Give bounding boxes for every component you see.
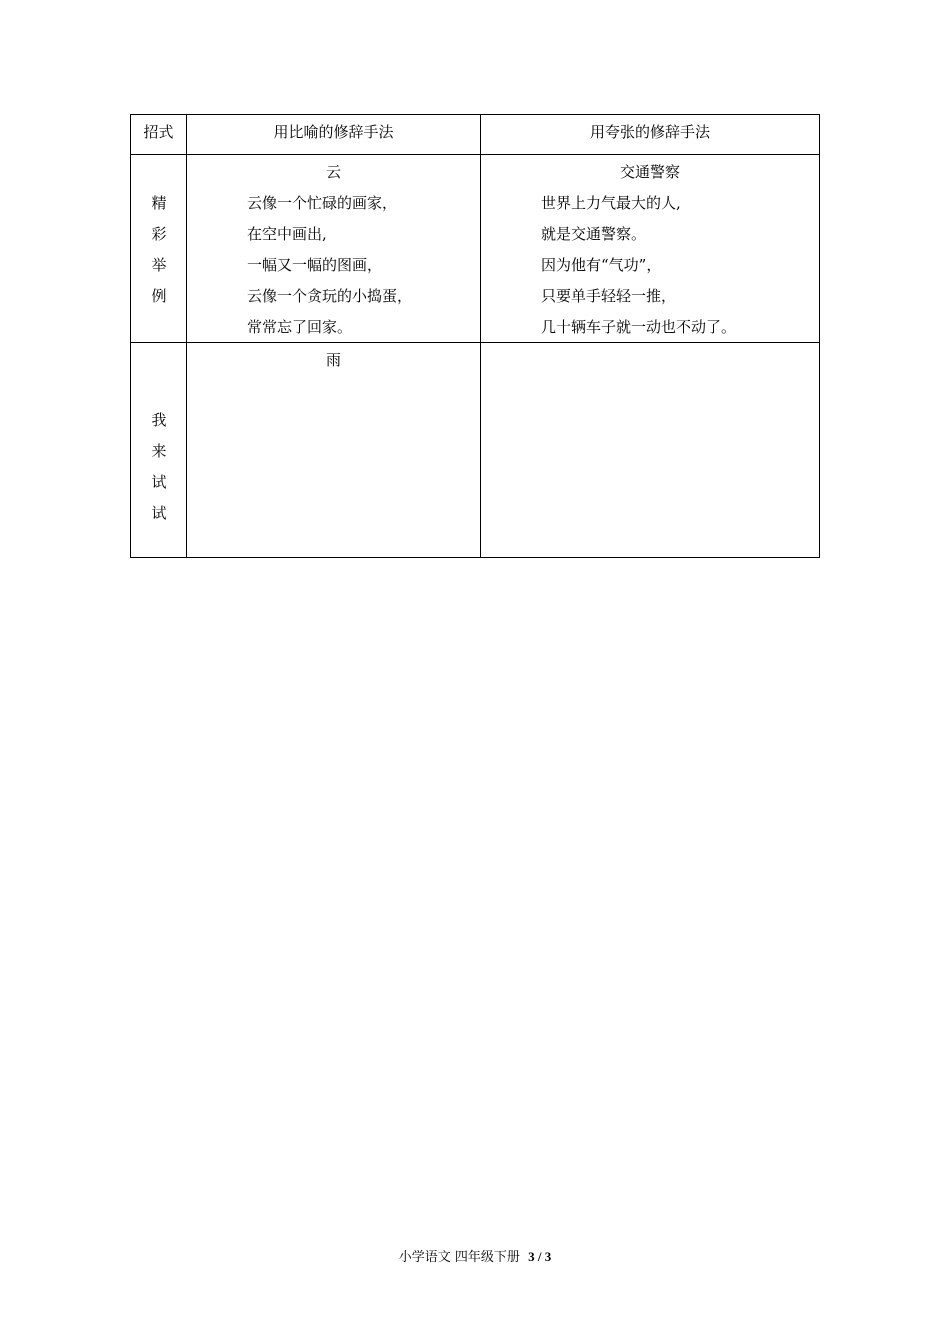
hyperbole-answer-area[interactable] (481, 343, 819, 557)
simile-try-title: 雨 (325, 351, 341, 369)
poem-line: 云像一个贪玩的小捣蛋， (247, 287, 413, 305)
label-char: 举 (151, 256, 167, 274)
simile-example-poem (247, 188, 412, 343)
hyperbole-example-poem (541, 188, 736, 343)
label-char: 彩 (151, 225, 167, 243)
label-char: 试 (151, 504, 167, 522)
header-col-technique: 招式 (143, 123, 174, 141)
poem-line: 世界上力气最大的人, (541, 194, 681, 212)
poem-line: 在空中画出, (247, 225, 327, 243)
poem-line: 几十辆车子就一动也不动了。 (541, 318, 737, 336)
poem-line: 就是交通警察。 (541, 225, 647, 243)
poem-line: 因为他有“气功”， (541, 256, 662, 274)
header-col-simile: 用比喻的修辞手法 (273, 123, 394, 141)
poem-line: 只要单手轻轻一推， (541, 287, 677, 305)
label-char: 来 (151, 442, 167, 460)
header-col-hyperbole: 用夸张的修辞手法 (589, 123, 710, 141)
simile-example-title: 云 (325, 163, 341, 181)
hyperbole-example-title: 交通警察 (619, 163, 680, 181)
label-char: 试 (151, 473, 167, 491)
example-row-label (131, 188, 187, 312)
footer-text: 小学语文 四年级下册 (398, 1250, 520, 1265)
poem-line: 一幅又一幅的图画， (247, 256, 383, 274)
poem-line: 常常忘了回家。 (247, 318, 353, 336)
label-char: 精 (151, 194, 167, 212)
simile-answer-area[interactable] (187, 377, 480, 557)
label-char: 例 (151, 287, 167, 305)
try-row-label (131, 405, 187, 529)
page-footer (0, 1246, 950, 1265)
rhetoric-table (130, 114, 820, 558)
label-char: 我 (151, 411, 167, 429)
poem-line: 云像一个忙碌的画家， (247, 194, 398, 212)
header-divider (131, 154, 819, 155)
page-number: 3 / 3 (528, 1249, 552, 1264)
